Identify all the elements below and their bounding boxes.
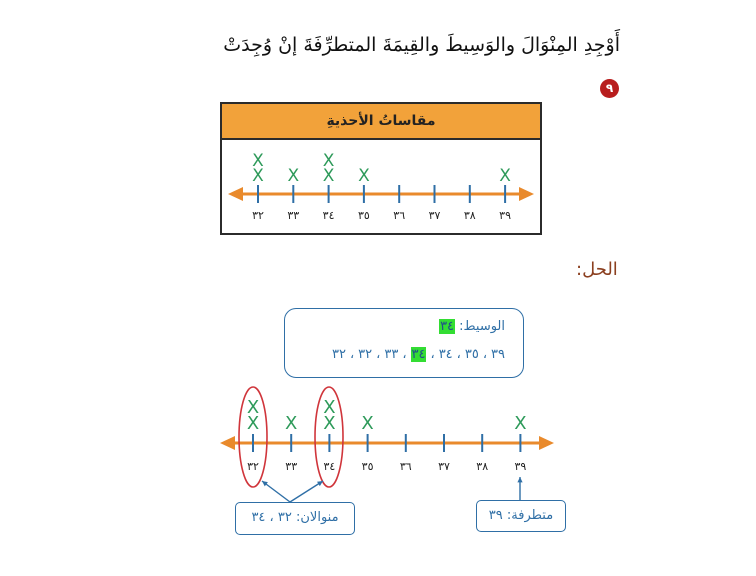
list-separator: ،: [376, 347, 381, 362]
data-value: ٣٢: [332, 347, 346, 362]
data-x-mark: X: [322, 166, 335, 186]
tick-label: ٣٧: [438, 460, 450, 473]
list-separator: ،: [482, 347, 488, 362]
question-number-badge: ٩: [600, 79, 619, 98]
pointer-arrow-line: [290, 481, 323, 502]
median-label: الوسيط:: [459, 319, 505, 334]
data-x-mark: X: [287, 166, 300, 186]
data-x-mark: X: [246, 413, 260, 434]
list-separator: ،: [430, 347, 435, 362]
tick-label: ٣٥: [361, 460, 374, 473]
data-value: ٣٩: [491, 347, 505, 362]
data-x-mark: X: [361, 413, 374, 434]
list-separator: ،: [402, 347, 407, 362]
data-value: ٣٣: [384, 347, 399, 362]
tick-label: ٣٧: [428, 209, 441, 222]
data-x-mark: X: [323, 413, 336, 434]
tick-label: ٣٤: [323, 460, 336, 473]
instruction-text: أَوْجِدِ المِنْوَالَ والوَسِيطَ والقِيمَةَ المتطرِّفَةَ إنْ وُجِدَتْ: [223, 34, 620, 56]
tick-label: ٣٣: [287, 209, 300, 222]
tick-label: ٣٦: [393, 209, 406, 222]
data-x-mark: X: [499, 166, 511, 186]
data-x-mark: X: [285, 413, 298, 434]
data-x-mark: X: [246, 397, 260, 418]
data-x-mark: X: [322, 151, 335, 171]
data-x-mark: X: [323, 397, 336, 418]
tick-label: ٣٨: [463, 209, 476, 222]
axis-arrow-left: [220, 436, 235, 450]
line-plot-title: مقاساتُ الأحذيةِ: [222, 104, 540, 140]
tick-label: ٣٣: [285, 460, 298, 473]
modes-callout: منوالان: ٣٢ ، ٣٤: [235, 502, 355, 535]
tick-label: ٣٩: [514, 460, 527, 473]
data-x-mark: X: [358, 166, 370, 186]
data-value: ٣٢: [358, 347, 373, 362]
pointer-arrow-head: [517, 477, 522, 482]
data-value: ٣٥: [464, 347, 479, 362]
median-value: ٣٤: [440, 319, 455, 334]
data-value: ٣٤: [411, 347, 426, 362]
tick-label: ٣٤: [322, 209, 335, 222]
tick-label: ٣٦: [399, 460, 412, 473]
data-x-mark: X: [252, 151, 264, 171]
data-x-mark: X: [514, 413, 527, 434]
list-separator: ،: [456, 347, 461, 362]
tick-label: ٣٩: [499, 209, 512, 222]
tick-label: ٣٨: [476, 460, 489, 473]
tick-label: ٣٢: [247, 460, 259, 473]
axis-arrow-right: [539, 436, 554, 450]
tick-label: ٣٥: [357, 209, 370, 222]
tick-label: ٣٢: [252, 209, 264, 222]
data-value: ٣٤: [438, 347, 453, 362]
outlier-callout: متطرفة: ٣٩: [476, 500, 566, 532]
solution-label: الحل:: [576, 259, 618, 280]
list-separator: ،: [349, 347, 355, 362]
data-x-mark: X: [252, 166, 264, 186]
